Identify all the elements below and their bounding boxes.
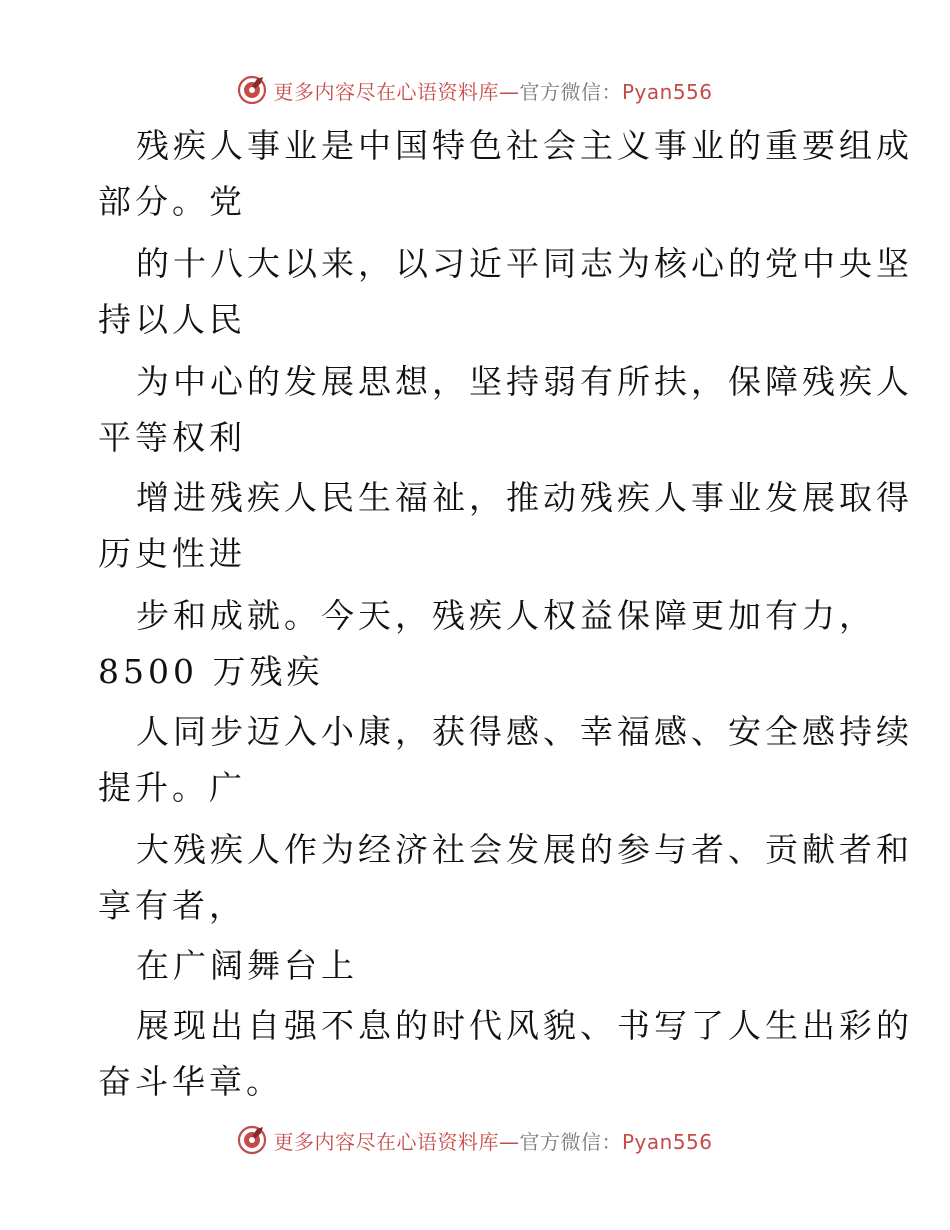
text-line: 为中心的发展思想，坚持弱有所扶，保障残疾人 [136, 362, 913, 401]
pen-seal-logo-icon [237, 1125, 267, 1155]
text-line: 步和成就。今天，残疾人权益保障更加有力， [136, 596, 876, 635]
watermark-wechat-label: 官方微信： [519, 79, 622, 104]
text-line: 的十八大以来，以习近平同志为核心的党中央坚 [136, 244, 913, 283]
watermark-text [273, 1126, 712, 1155]
text-line: 提升。广 [98, 768, 246, 807]
pen-seal-logo-icon [237, 75, 267, 105]
watermark-footer [0, 1122, 950, 1158]
watermark-header [0, 72, 950, 108]
text-line: 人同步迈入小康，获得感、幸福感、安全感持续 [136, 712, 913, 751]
text-line: 大残疾人作为经济社会发展的参与者、贡献者和 [136, 830, 913, 869]
text-line: 增进残疾人民生福祉，推动残疾人事业发展取得 [136, 478, 913, 517]
text-line: 平等权利 [98, 418, 246, 457]
watermark-dash: — [498, 1129, 520, 1154]
text-line: 8500 万残疾 [98, 652, 324, 691]
text-line: 持以人民 [98, 300, 246, 339]
text-line: 奋斗华章。 [98, 1062, 283, 1101]
watermark-main: 更多内容尽在心语资料库 [273, 1129, 499, 1154]
text-line: 残疾人事业是中国特色社会主义事业的重要组成 [136, 126, 913, 165]
watermark-dash: — [498, 79, 520, 104]
text-line: 享有者， [98, 886, 246, 925]
watermark-wechat-id: Pyan556 [621, 79, 713, 104]
watermark-text [273, 76, 712, 105]
text-line: 部分。党 [98, 182, 246, 221]
text-line: 展现出自强不息的时代风貌、书写了人生出彩的 [136, 1006, 913, 1045]
text-line: 历史性进 [98, 534, 246, 573]
watermark-wechat-label: 官方微信： [519, 1129, 622, 1154]
watermark-wechat-id: Pyan556 [621, 1129, 713, 1154]
watermark-main: 更多内容尽在心语资料库 [273, 79, 499, 104]
text-line: 在广阔舞台上 [136, 946, 358, 985]
